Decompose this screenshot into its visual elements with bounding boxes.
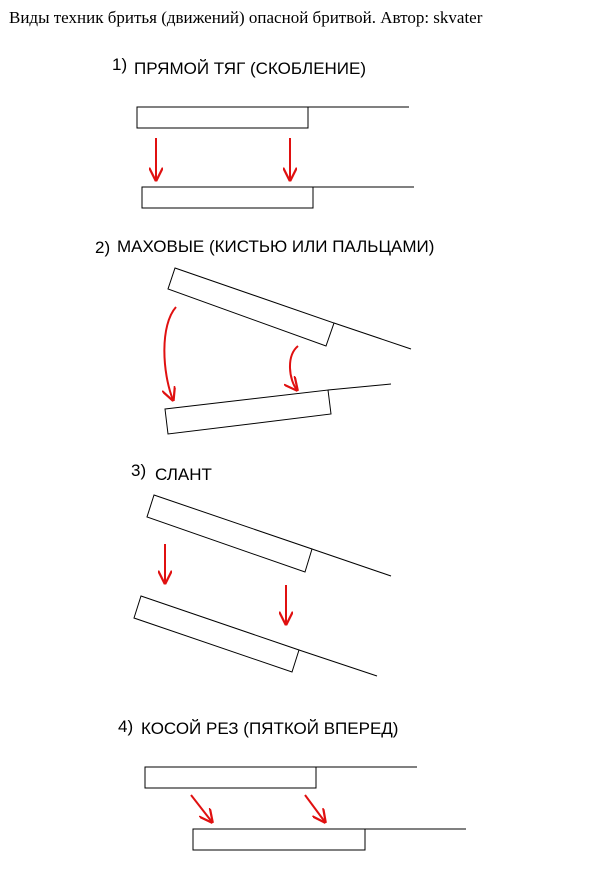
arrow-4a	[191, 795, 212, 822]
razor-top-4	[145, 767, 417, 788]
section-1-label: ПРЯМОЙ ТЯГ (СКОБЛЕНИЕ)	[134, 59, 367, 78]
razor-bottom-1	[142, 187, 414, 208]
section-1-number: 1)	[112, 55, 128, 74]
arrow-2a	[164, 307, 176, 400]
section-2-label: МАХОВЫЕ (КИСТЬЮ ИЛИ ПАЛЬЦАМИ)	[117, 237, 435, 256]
arrow-2b	[290, 346, 298, 390]
section-4-number: 4)	[118, 717, 134, 736]
page-title: Виды техник бритья (движений) опасной бритвой. Автор: skvater	[9, 8, 483, 27]
section-3-label: СЛАНТ	[155, 465, 212, 484]
razor-top-1	[137, 107, 409, 128]
section-3-number: 3)	[131, 461, 147, 480]
razor-bottom-2	[165, 384, 391, 434]
razor-bottom-4	[193, 829, 466, 850]
razor-top-3	[147, 495, 391, 576]
section-4-label: КОСОЙ РЕЗ (ПЯТКОЙ ВПЕРЕД)	[141, 719, 399, 738]
arrow-4b	[305, 795, 325, 822]
razor-bottom-3	[134, 596, 377, 676]
razor-top-2	[168, 268, 411, 349]
section-2-number: 2)	[95, 238, 111, 257]
